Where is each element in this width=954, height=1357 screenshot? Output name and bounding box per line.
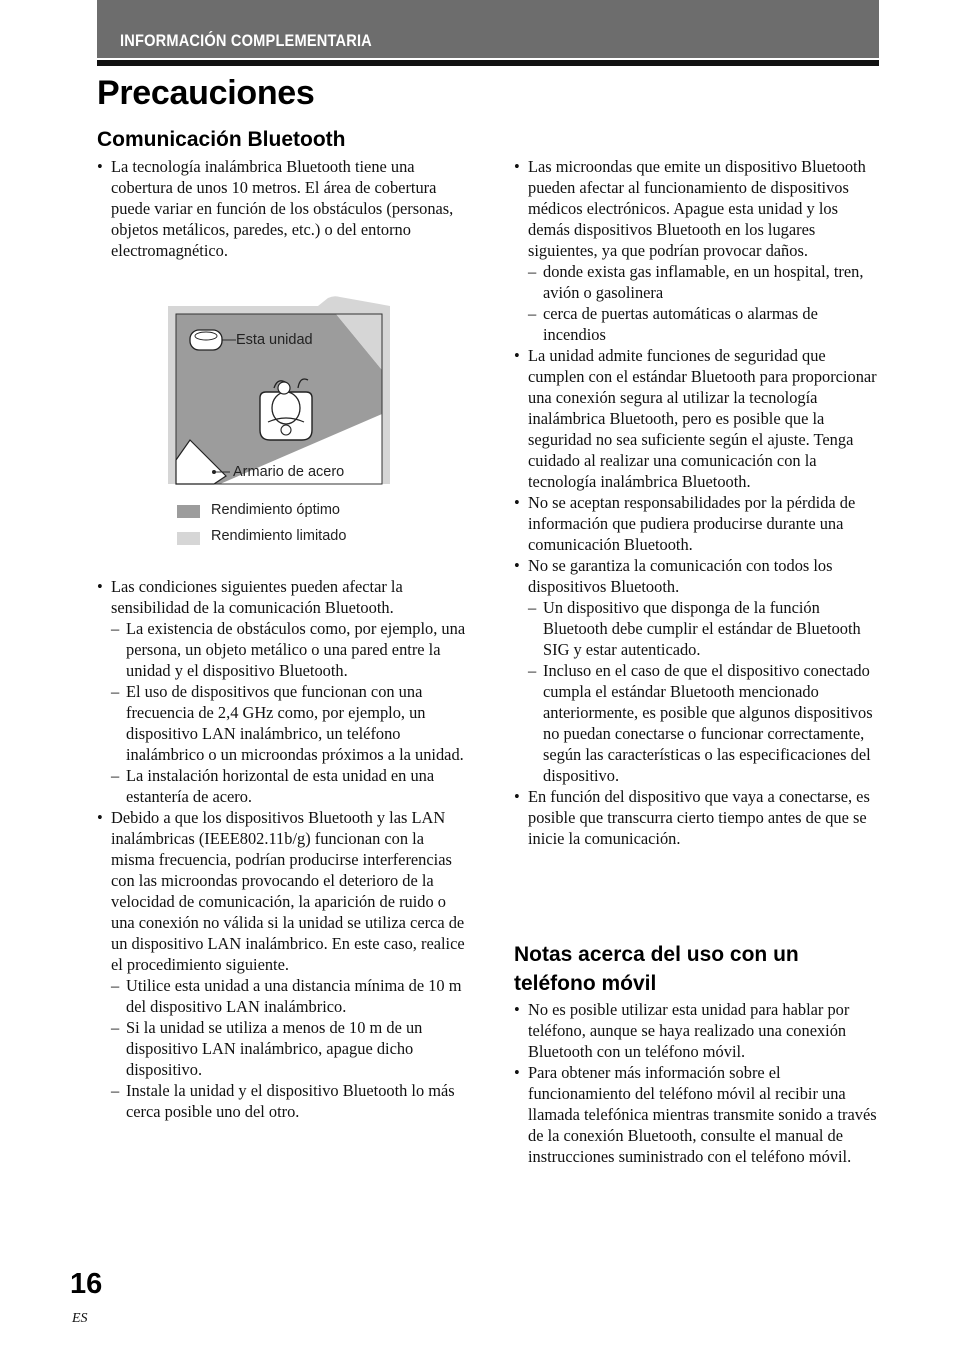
legend-swatch-limited <box>177 532 200 545</box>
intro-bullet-list <box>97 156 467 261</box>
list-item: • No es posible utilizar esta unidad para hablar por teléfono, aunque se haya realizado una conexión Bluetooth con un teléfono móvil. <box>514 999 880 1062</box>
bullet-text: No se garantiza la comunicación con todos los dispositivos Bluetooth. <box>528 556 833 596</box>
header-rule <box>97 60 879 66</box>
sub-item: – Incluso en el caso de que el dispositivo conectado cumpla el estándar Bluetooth mencionado anteriormente, es posible que algunos dispositivos no puedan conectarse o funcionar correctamente, según las características o las especificaciones del dispositivo. <box>528 660 880 786</box>
sub-list <box>528 597 880 786</box>
mobile-notes-body <box>514 999 880 1167</box>
list-item <box>514 786 880 849</box>
sub-item: – Un dispositivo que disponga de la función Bluetooth debe cumplir el estándar de Bluetooth SIG y estar autenticado. <box>528 597 880 660</box>
list-item <box>514 555 880 786</box>
heading-line: Notas acerca del uso con un <box>514 943 799 966</box>
bullet-text: Las microondas que emite un dispositivo Bluetooth pueden afectar al funcionamiento de dispositivos médicos electrónicos. Apague esta unidad y los demás dispositivos Bluetooth en los lugares siguientes, ya que podrían provocar daños. <box>528 157 866 260</box>
coverage-diagram <box>168 292 392 492</box>
sub-item: – La existencia de obstáculos como, por ejemplo, una persona, un objeto metálico o una pared entre la unidad y el dispositivo Bluetooth. <box>111 618 467 681</box>
right-column-body <box>514 156 880 849</box>
sub-item: – Utilice esta unidad a una distancia mínima de 10 m del dispositivo LAN inalámbrico. <box>111 975 467 1017</box>
bullet-list <box>514 156 880 849</box>
legend-label-limited: Rendimiento limitado <box>211 528 347 544</box>
list-item <box>514 492 880 555</box>
list-item <box>514 345 880 492</box>
heading-line: teléfono móvil <box>514 972 657 995</box>
list-item <box>514 156 880 345</box>
sub-item: – Si la unidad se utiliza a menos de 10 m de un dispositivo LAN inalámbrico, apague dicho dispositivo. <box>111 1017 467 1080</box>
list-item <box>97 807 467 1122</box>
bullet-text: Las condiciones siguientes pueden afectar la sensibilidad de la comunicación Bluetooth. <box>111 577 403 617</box>
bullet-text: Debido a que los dispositivos Bluetooth y las LAN inalámbricas (IEEE802.11b/g) funcionan con la misma frecuencia, podrían producirse interferencias con las microondas provocando el deterioro de la velocidad de comunicación, la aparición de ruido o una conexión no válida si la unidad se utiliza cerca de un dispositivo LAN inalámbrico. En este caso, realice el procedimiento siguiente. <box>111 808 465 974</box>
sub-list <box>111 618 467 807</box>
label-armario: Armario de acero <box>233 464 345 480</box>
sub-item: – La instalación horizontal de esta unidad en una estantería de acero. <box>111 765 467 807</box>
bullet-list <box>97 576 467 1122</box>
sub-item: – Instale la unidad y el dispositivo Bluetooth lo más cerca posible uno del otro. <box>111 1080 467 1122</box>
section-heading-bluetooth: Comunicación Bluetooth <box>97 128 346 151</box>
legend-label-optimal: Rendimiento óptimo <box>211 502 340 518</box>
label-esta-unidad: Esta unidad <box>236 332 313 348</box>
sub-item: – cerca de puertas automáticas o alarmas de incendios <box>528 303 880 345</box>
left-column-body <box>97 576 467 1122</box>
bullet-text: No se aceptan responsabilidades por la pérdida de información que pudiera producirse durante una comunicación Bluetooth. <box>528 493 856 554</box>
section-heading-mobile <box>514 940 799 998</box>
page-number: 16 <box>70 1268 103 1300</box>
coverage-diagram-svg <box>168 292 392 492</box>
language-code: ES <box>72 1311 88 1326</box>
sub-list <box>528 261 880 345</box>
bullet-text: En función del dispositivo que vaya a conectarse, es posible que transcurra cierto tiempo antes de que se inicie la comunicación. <box>528 787 870 848</box>
section-header-title: INFORMACIÓN COMPLEMENTARIA <box>120 31 372 50</box>
sub-item: – donde exista gas inflamable, en un hospital, tren, avión o gasolinera <box>528 261 880 303</box>
left-intro <box>97 156 467 261</box>
sub-item: – El uso de dispositivos que funcionan con una frecuencia de 2,4 GHz como, por ejemplo, un dispositivo LAN inalámbrico, un teléfono inalámbrico o un microondas próximos a la unidad. <box>111 681 467 765</box>
bullet-list <box>514 999 880 1167</box>
list-item <box>97 576 467 807</box>
legend-swatch-optimal <box>177 505 200 518</box>
bullet-text: La unidad admite funciones de seguridad que cumplen con el estándar Bluetooth para proporcionar una conexión segura al utilizar la tecnología inalámbrica Bluetooth, pero es posible que la seguridad no sea suficiente según el ajuste. Tenga cuidado al realizar una comunicación con la tecnología inalámbrica Bluetooth. <box>528 346 877 491</box>
list-item: • La tecnología inalámbrica Bluetooth tiene una cobertura de unos 10 metros. El área de cobertura puede variar en función de los obstáculos (personas, objetos metálicos, paredes, etc.) o del entorno electromagnético. <box>97 156 467 261</box>
page-title: Precauciones <box>97 74 315 112</box>
sub-list <box>111 975 467 1122</box>
list-item: • Para obtener más información sobre el funcionamiento del teléfono móvil al recibir una llamada telefónica mientras transmite sonido a través de la conexión Bluetooth, consulte el manual de instrucciones suministrado con el teléfono móvil. <box>514 1062 880 1167</box>
